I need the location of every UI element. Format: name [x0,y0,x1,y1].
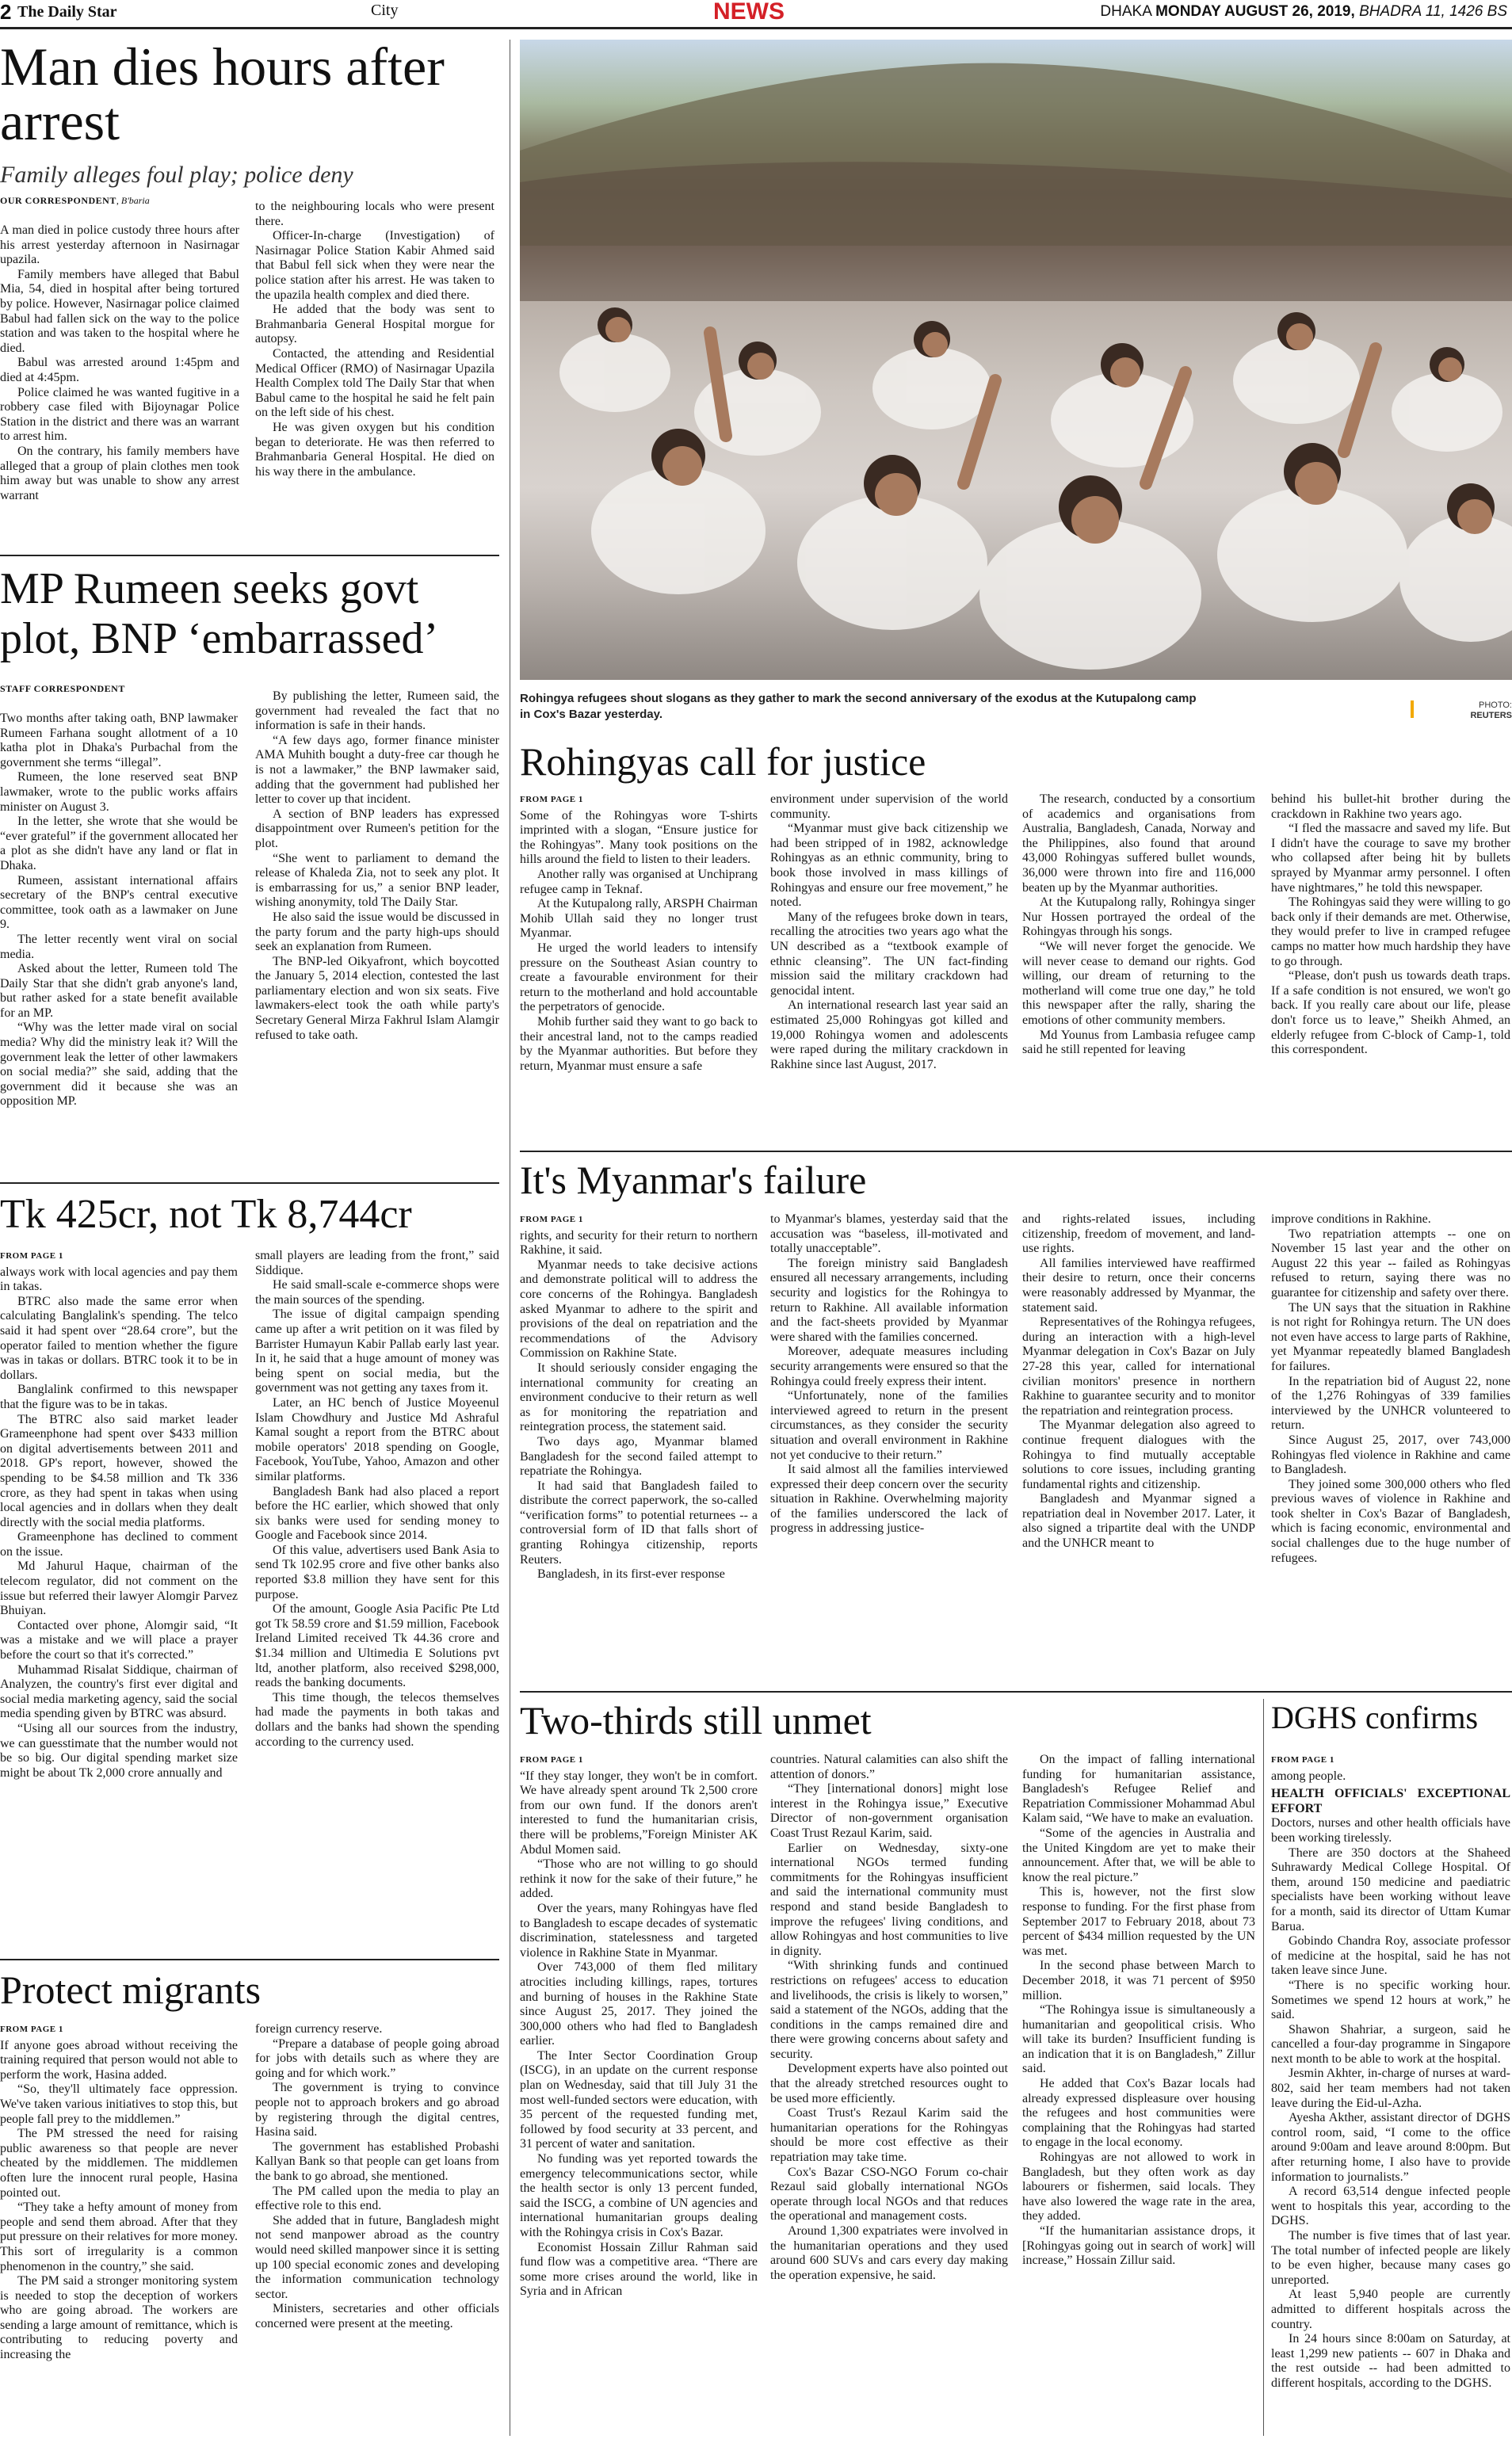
news-label: NEWS [713,0,785,25]
story4-column-1: FROM PAGE 1 If anyone goes abroad without receiving the training required that person would not able to perform the work, Hasina added. “So, they'll ultimately face oppression. We've taken various initiatives to stop this, but people fall prey to the middlemen.” The PM stressed the need for raising public awareness so that people are never cheated by the middlemen. The middlemen often lure the innocent rural people, Hasina pointed out. “They take a hefty amount of money from people and send them abroad. After that they put pressure on their relatives for more money. This sort of irregularity is a common phenomenon in the country,” she said. The PM said a stronger monitoring system is needed to stop the deception of workers who are going abroad. The workers are sending a large amount of remittance, which is contributing to reducing poverty and increasing the [0,2022,238,2436]
story3-from: FROM PAGE 1 [0,1251,63,1261]
story6-column-4: improve conditions in Rakhine. Two repatriation attempts -- one on November 15 last year and the other on August 22 this year -- failed as Rohingyas refused to return, saying there was no guarantee for citizenship and safety over there. The UN says that the situation in Rakhine is not right for Rohingya return. The UN does not even have access to large parts of Rakhine, yet Myanmar repeatedly blamed Bangladesh for failures. In the repatriation bid of August 22, none of the 1,276 Rohingyas of 339 families interviewed by the UNHCR volunteered to return. Since August 25, 2017, over 743,000 Rohingyas fled violence in Rakhine and came to Bangladesh. They joined some 300,000 others who fled previous waves of violence in Rakhine and took shelter in Cox's Bazar of Bangladesh, which is facing economic, environmental and social challenges due to the huge number of refugees. [1271,1212,1510,1565]
dateline-bangla: BHADRA 11, 1426 BS [1359,3,1507,20]
story3-column-1: FROM PAGE 1 always work with local agencies and pay them in takas. BTRC also made the same error when calculating Banglalink's spending. The telco said it had spent over “28.64 crore”, but the operator failed to mention whether the figure was in takas or dollars. BTRC took it to be in dollars. Banglalink confirmed to this newspaper that the figure was to be in takas. The BTRC also said market leader Grameenphone had spent over $433 million on digital advertisements between 2011 and 2018. GP's report, however, showed the spending to be $4.58 million and Tk 336 crore, as they had spent in takas when using local agencies and in dollars when they dealt directly with the social media platforms. Grameenphone has declined to comment on the issue. Md Jahurul Haque, chairman of the telecom regulator, did not comment on the issue but referred their lawyer Alomgir Parvez Bhuiyan. Contacted over phone, Alomgir said, “It was a mistake and we will place a prayer before the court so that it's corrected.” Muhammad Risalat Siddique, chairman of Analyzen, the country's first ever digital and social media marketing agency, said the social media spending given by BTRC was absurd. “Using all our sources from the industry, we can guesstimate that the number would not be so big. Our digital spending market size might be about Tk 2,000 crore annually and [0,1249,238,1951]
story4-from: FROM PAGE 1 [0,2025,63,2034]
story3-column-2: small players are leading from the front,” said Siddique. He said small-scale e-commerce shops were the main sources of the spending. The issue of digital campaign spending came up after a writ petition on it was filed by Barrister Humayun Kabir Pallab early last year. In it, he said that a huge amount of money was being spent on social media, but the government was not getting any taxes from it. Later, an HC bench of Justice Moyeenul Islam Chowdhury and Justice Md Ashraful Kamal sought a report from the BTRC about mobile operators' 2018 spending on Google, Facebook, YouTube, Yahoo, Amazon and other similar platforms. Bangladesh Bank had also placed a report before the HC earlier, which showed that only six banks were used for sending money to Google and Facebook since 2014. Of this value, advertisers used Bank Asia to send Tk 102.95 crore and five other banks also reported $3.8 million they have sent for this purpose. Of the amount, Google Asia Pacific Pte Ltd got Tk 58.59 crore and $1.59 million, Facebook Ireland Limited received Tk 44.36 crore and $1.34 million and Ultimedia E Solutions pvt ltd, another platform, also received $298,000, reads the banking documents. This time though, the telecos themselves had made the payments in both takas and dollars and the banks had shown the spending according to the currency used. [255,1249,499,1749]
story1-bottom-rule [0,555,499,556]
story6-column-3: and rights-related issues, including citizenship, freedom of movement, and land-use rights. All families interviewed have reaffirmed their desire to return, once their concerns were reasonably addressed by Myanmar, the statement said. Representatives of the Rohingya refugees, during an interaction with a high-level Myanmar delegation in Cox's Bazar on July 27-28 this year, called for international civilian monitors' presence in northern Rakhine to guarantee security and to monitor the repatriation and reintegration process. The Myanmar delegation also agreed to continue frequent dialogues with the Rohingya to find mutually acceptable solutions to core issues, including granting fundamental rights and citizenship. Bangladesh and Myanmar signed a repatriation deal in November 2017. Later, it also signed a tripartite deal with the UNDP and the UNHCR meant to [1022,1212,1255,1551]
story2-column-2: By publishing the letter, Rumeen said, the government had revealed the fact that no information is safe in their hands. “A few days ago, former finance minister AMA Muhith bought a duty-free car though he is not a lawmaker,” the BNP lawmaker said, adding that the government had published her letter to cover up that incident. A section of BNP leaders has expressed disappointment over Rumeen's petition for the plot. “She went to parliament to demand the release of Khaleda Zia, not to seek any plot. It is embarrassing for us,” a senior BNP leader, wishing anonymity, told The Daily Star. He also said the issue would be discussed in the party forum and the party high-ups should seek an explanation from Rumeen. The BNP-led Oikyafront, which boycotted the January 5, 2014 election, contested the last parliamentary election and won six seats. Five lawmakers-elect took the oath while party's Secretary General Mirza Fakhrul Islam Alamgir refused to take oath. [255,689,499,1042]
story2-column-1: Two months after taking oath, BNP lawmaker Rumeen Farhana sought allotment of a 10 katha plot in Dhaka's Purbachal from the government she terms “illegal”. Rumeen, the lone reserved seat BNP lawmaker, wrote to the public works affairs minister on August 3. In the letter, she wrote that she would be “ever grateful” if the government allocated her a plot as she didn't have any land or flat in Dhaka. Rumeen, assistant international affairs secretary of the BNP's central executive committee, took oath as a lawmaker on June 9. The letter recently went viral on social media. Asked about the letter, Rumeen told The Daily Star that she didn't grab anyone's land, but rather asked for a state benefit available for an MP. “Why was the letter made viral on social media? Why did the ministry leak it? Will the government leak the letter of other lawmakers on social media?” she said, adding that the government did it because she was an opposition MP. [0,712,238,1109]
story5-column-4: behind his bullet-hit brother during the crackdown in Rakhine two years ago. “I fled the massacre and saved my life. But I didn't have the courage to save my brother who collapsed after being hit by bullets sprayed by Myanmar army personnel. I often have nightmares,” he told this newspaper. The Rohingyas said they were willing to go back only if their demands are met. Otherwise, they would prefer to live in cramped refugee camps no matter how much hardship they have to go through. “Please, don't push us towards death traps. If a safe condition is not ensured, we won't go back. If you really care about our life, please don't force us to leave,” Sheikh Ahmed, an elderly refugee from C-block of Camp-1, told this correspondent. [1271,792,1510,1057]
story3-headline: Tk 425cr, not Tk 8,744cr [0,1192,412,1237]
photo-caption: Rohingya refugees shout slogans as they gather to mark the second anniversary of the exodus at the Kutupalong camp in Cox's Bazar yesterday. [520,692,1197,721]
story5-column-2: environment under supervision of the world community. “Myanmar must give back citizenship we had been stripped of in 1982, acknowledge Rohingyas as an ethnic community, bring to book those involved in mass killings of Rohingyas and ensure our free movement,” he noted. Many of the refugees broke down in tears, recalling the atrocities two years ago what the UN described as a “textbook example of ethnic cleansing”. The UN fact-finding mission said the military crackdown had genocidal intent. An international research last year said an estimated 25,000 Rohingyas got killed and 19,000 Rohingya women and adolescents were raped during the military crackdown in Rakhine since last August, 2017. [770,792,1008,1071]
story1-byline-place: B'baria [120,195,150,206]
story6-headline: It's Myanmar's failure [520,1158,867,1202]
story5-headline: Rohingyas call for justice [520,739,926,784]
story8-headline: DGHS confirms [1271,1700,1479,1735]
photo-caption-bar [520,691,1512,735]
story7-headline: Two-thirds still unmet [520,1698,872,1742]
story6-from: FROM PAGE 1 [520,1215,583,1224]
story6-bottom-rule [520,1691,1512,1693]
caption-accent-bar [1411,700,1414,718]
story5-column-1: FROM PAGE 1 Some of the Rohingyas wore T-shirts imprinted with a slogan, “Ensure justice for the Rohingyas”. Many took positions on the hills around the field to listen to their leaders. Another rally was organised at Unchiprang refugee camp in Teknaf. At the Kutupalong rally, ARSPH Chairman Mohib Ullah said they no longer trust Myanmar. He urged the world leaders to intensify pressure on the Southeast Asian country to create a favourable environment for their return to the motherland and hold accountable the perpetrators of genocide. Mohib further said they want to go back to their ancestral land, not to the camps readied by the Myanmar authorities. But before they return, Myanmar must ensure a safe [520,792,758,1141]
masthead-rule [0,27,1512,29]
story8-from: FROM PAGE 1 [1271,1755,1334,1765]
story5-bottom-rule [520,1151,1512,1152]
story7-column-2: countries. Natural calamities can also shift the attention of donors.” “They [international donors] might lose interest in the Rohingya issue,” Executive Director of non-government organisation Coast Trust Rezaul Karim, said. Earlier on Wednesday, sixty-one international NGOs termed funding commitments for the Rohingyas insufficient and said the international community must respond and stand beside Bangladesh to improve the refugees' living conditions, and allow Rohingyas and host communities to live in dignity. “With shrinking funds and continued restrictions on refugees' access to education and livelihoods, the crisis is likely to worsen,” said a statement of the NGOs, adding that the conditions in the camps remained dire and there were growing concerns about safety and security. Development experts have also pointed out that the already stretched resources ought to be used more efficiently. Coast Trust's Rezaul Karim said the humanitarian operations for the Rohingyas should be more cost effective as their repatriation may take time. Cox's Bazar CSO-NGO Forum co-chair Rezaul said globally international NGOs operate through local NGOs and that reduces the operational and management costs. Around 1,300 expatriates were involved in the humanitarian operations and they used around 600 SUVs and cars every day making the operation expensive, he said. [770,1753,1008,2282]
section-label: City [371,2,399,19]
story4-column-2: foreign currency reserve. “Prepare a database of people going abroad for jobs with details such as where they are going and for which work.” The government is trying to convince people not to approach brokers and go abroad by registering through the digital centres, Hasina said. The government has established Probashi Kallyan Bank so that people can get loans from the bank to go abroad, she mentioned. The PM called upon the media to play an effective role to this end. She added that in future, Bangladesh might not send manpower abroad as the country would need skilled manpower since it is setting up 100 special economic zones and developing the information communication technology sector. Ministers, secretaries and other officials concerned were present at the meeting. [255,2022,499,2330]
story2-headline: MP Rumeen seeks govt plot, BNP ‘embarrassed’ [0,564,439,663]
story1-column-1: A man died in police custody three hours after his arrest yesterday afternoon in Nasirnagar upazila. Family members have alleged that Babul Mia, 54, died in hospital after being tortured by police. However, Nasirnagar police claimed Babul had fallen sick on the way to the police station and was taken to the hospital where he died. Babul was arrested around 1:45pm and died at 4:45pm. Police claimed he was wanted fugitive in a robbery case filed with Bijoynagar Police Station in the district and there was an warrant to arrest him. On the contrary, his family members have alleged that a group of plain clothes men took him away but was unable to show any arrest warrant [0,223,239,502]
rohingya-rally-photo [520,40,1512,680]
dateline-city: DHAKA [1100,3,1151,20]
story8-subhead: HEALTH OFFICIALS' EXCEPTIONAL EFFORT [1271,1787,1510,1815]
story8-separator [1263,1699,1264,2436]
story1-subhead: Family alleges foul play; police deny [0,162,353,188]
masthead [0,0,1512,30]
paper-name-logo: The Daily Star [17,3,117,21]
crowd-illustration [520,40,1512,680]
story7-column-3: On the impact of falling international funding for humanitarian assistance, Bangladesh's Refugee Relief and Repatriation Commissioner Mohammad Abul Kalam said, “We have to make an evaluation. “Some of the agencies in Australia and the United Kingdom are yet to make their announcement. After that, we will be able to know the real picture.” This is, however, not the first slow response to funding. For the first phase from September 2017 to February 2018, about 73 percent of $434 million requested by the UN was met. In the second phase between March to December 2018, it was 71 percent of $950 million. “The Rohingya issue is simultaneously a humanitarian and geopolitical crisis. Who will take its burden? Insufficient funding is an indication that it is on Bangladesh,” Zillur said. He added that Cox's Bazar locals had already expressed displeasure over housing the refugees and host communities were complaining that the Rohingyas had started to engage in the local economy. Rohingyas are not allowed to work in Bangladesh, but they often work as day labourers or fishermen, said locals. They have also lowered the wage rate in the area, they added. “If the humanitarian assistance drops, it [Rohingyas going out in search of work] will increase,” Hossain Zillur said. [1022,1753,1255,2268]
story8-column-1: FROM PAGE 1 among people. HEALTH OFFICIALS' EXCEPTIONAL EFFORT Doctors, nurses and other health officials have been working tirelessly. There are 350 doctors at the Shaheed Suhrawardy Medical College Hospital. Of them, around 150 medicine and paediatric specialists have been working without leave for a month, said its director of Uttam Kumar Barua. Gobindo Chandra Roy, associate professor of medicine at the hospital, said he has not taken leave since June. “There is no specific working hour. Sometimes we spend 12 hours at work,” he said. Shawon Shahriar, a surgeon, said he cancelled a four-day programme in Singapore next month to be able to work at the hospital. Jesmin Akhter, in-charge of nurses at ward-802, said her team members had not taken leave during the Eid-ul-Azha. Ayesha Akther, assistant director of DGHS control room, said, “I come to the office around 9:00am and leave around 8:00pm. But after returning home, I also have to provide information to journalists.” A record 63,514 dengue infected people went to hospitals this year, according to the DGHS. The number is five times that of last year. The total number of infected people are likely to be even higher, because many cases go unreported. At least 5,940 people are currently admitted to different hospitals across the country. In 24 hours since 8:00am on Saturday, at least 1,299 new patients -- 607 in Dhaka and the rest outside -- had been admitted to different hospitals, according to the DGHS. [1271,1753,1510,2436]
story2-bottom-rule [0,1182,499,1184]
page-number: 2 [0,0,12,24]
story5-column-3: The research, conducted by a consortium of academics and organisations from Australia, Bangladesh, Canada, Norway and the Philippines, also found that around 43,000 Rohingyas suffered bullet wounds, 36,000 were thrown into fire and 116,000 beaten up by the Myanmar authorities. At the Kutupalong rally, Rohingya singer Nur Hossen portrayed the ordeal of the Rohingyas through his songs. “We will never forget the genocide. We will never cease to demand our rights. God willing, our dream of returning to the motherland will come true one day,” he told this newspaper after the rally, sharing the emotions of other community members. Md Younus from Lambasia refugee camp said he still repented for leaving [1022,792,1255,1057]
story1-byline-name: OUR CORRESPONDENT [0,195,116,206]
story7-from: FROM PAGE 1 [520,1755,583,1765]
story1-headline: Man dies hours after arrest [0,36,445,152]
story6-column-1: FROM PAGE 1 rights, and security for their return to northern Rakhine, it said. Myanmar needs to take decisive actions and demonstrate political will to address the core concerns of the Rohingya. Bangladesh asked Myanmar to adhere to the spirit and provisions of the deal on repatriation and the recommendations of the Advisory Commission on Rakhine State. It should seriously consider engaging the international community for creating an environment conducive to their return as well as for monitoring the repatriation and reintegration process, the statement said. Two days ago, Myanmar blamed Bangladesh for the second failed attempt to repatriate the Rohingya. It had said that Bangladesh failed to distribute the correct paperwork, the so-called “verification forms” to potential returnees -- a controversial form of ID that falls short of granting Rohingya citizenship, reports Reuters. Bangladesh, in its first-ever response [520,1212,758,1683]
dateline [1100,3,1507,21]
story1-column-2: to the neighbouring locals who were present there. Officer-In-charge (Investigation) of Nasirnagar Police Station Kabir Ahmed said that Babul fell sick when they were near the police station after his arrest. He was taken to the upazila health complex and died there. He added that the body was sent to Brahmanbaria General Hospital morgue for autopsy. Contacted, the attending and Residential Medical Officer (RMO) of Nasirnagar Upazila Health Complex told The Daily Star that when Babul came to the hospital he said he felt pain on the left side of his chest. He was given oxygen but his condition began to deteriorate. He was then referred to Brahmanbaria General Hospital. He died on his way there in the ambulance. [255,200,494,479]
story7-column-1: FROM PAGE 1 “If they stay longer, they won't be in comfort. We have already spent around Tk 2,500 crore from our own fund. If the donors aren't interested to fund the humanitarian crisis, there will be problems,”Foreign Minister AK Abdul Momen said. “Those who are not willing to go should rethink it now for the sake of their future,” he added. Over the years, many Rohingyas have fled to Bangladesh to escape decades of systematic discrimination, statelessness and targeted violence in Rakhine State in Myanmar. Over 743,000 of them fled military atrocities including killings, rapes, tortures and burning of houses in the Rakhine State since August 25, 2017. They joined the 300,000 others who had fled to Bangladesh earlier. The Inter Sector Coordination Group (ISCG), in an update on the current response plan on Wednesday, said that till July 31 the most well-funded sectors were education, with 35 percent of the requested funding met, followed by food security at 33 percent, and 31 percent of water and sanitation. No funding was yet reported towards the emergency telecommunications sector, while the health sector is only 13 percent funded, said the ISCG, a combine of UN agencies and international humanitarian groups dealing with the Rohingya crisis in Cox's Bazar. Economist Hossain Zillur Rahman said fund flow was a competitive area. “There are some more crises around the world, like in Syria and in African [520,1753,758,2436]
story3-bottom-rule [0,1959,499,1960]
story4-headline: Protect migrants [0,1968,262,2012]
dateline-date: MONDAY AUGUST 26, 2019, [1155,3,1355,20]
story1-byline: OUR CORRESPONDENT, B'baria [0,195,150,206]
story2-byline: STAFF CORRESPONDENT [0,683,125,694]
photo-credit: PHOTO: REUTERS [1470,700,1512,720]
story5-from: FROM PAGE 1 [520,795,583,804]
story6-column-2: to Myanmar's blames, yesterday said that the accusation was “baseless, ill-motivated and totally unacceptable”. The foreign ministry said Bangladesh ensured all necessary arrangements, including security and logistics for the Rohingya to return to Rakhine. All available information and the fact-sheets provided by Myanmar were shared with the families concerned. Moreover, adequate measures including security arrangements were ensured so that the Rohingya could freely express their intent. “Unfortunately, none of the families interviewed agreed to return in the present circumstances, as they consider the security situation and overall environment in Rakhine not yet conducive to their return.” It said almost all the families interviewed expressed their deep concern over the security situation in Rakhine. Overwhelming majority of the families underscored the lack of progress in addressing justice- [770,1212,1008,1536]
